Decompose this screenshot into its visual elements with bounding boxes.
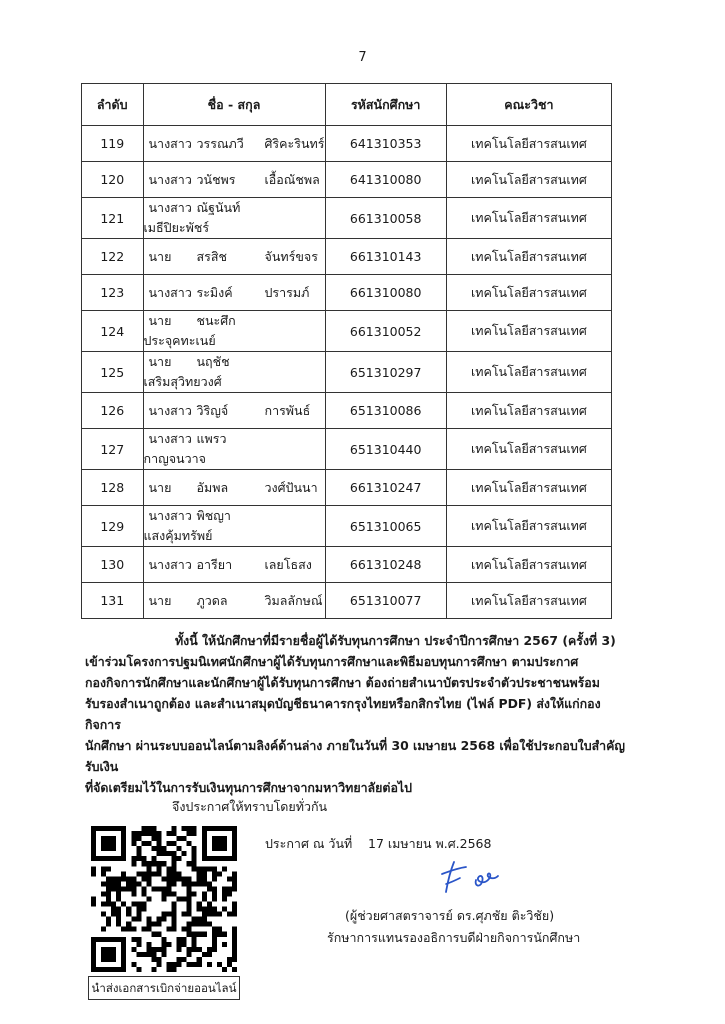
row-first-name: ชนะศึก <box>196 313 236 328</box>
row-faculty: เทคโนโลยีสารสนเทศ <box>446 583 611 619</box>
row-title: นาย <box>148 354 172 369</box>
row-faculty: เทคโนโลยีสารสนเทศ <box>446 429 611 470</box>
row-student-id: 641310080 <box>325 162 446 198</box>
row-no: 124 <box>82 311 144 352</box>
table-row <box>82 275 612 311</box>
table-row <box>82 126 612 162</box>
page-number: 7 <box>358 50 367 65</box>
table-row <box>82 352 612 393</box>
row-no: 130 <box>82 547 144 583</box>
row-first-name: อารียา <box>196 556 233 572</box>
row-title: นางสาว <box>148 200 192 215</box>
table-row <box>82 198 612 239</box>
table-row <box>82 547 612 583</box>
row-student-id: 651310086 <box>325 393 446 429</box>
table-header-row <box>82 84 612 126</box>
row-name <box>143 506 325 547</box>
row-title: นางสาว <box>148 431 192 446</box>
row-no: 126 <box>82 393 144 429</box>
body-line: ทั้งนี้ ให้นักศึกษาที่มีรายชื่อผู้ได้รับทุนการศึกษา ประจำปีการศึกษา 2567 (ครั้งที่ 3) <box>175 633 616 648</box>
body-line: รับรองสำเนาถูกต้อง และสำเนาสมุดบัญชีธนาคารกรุงไทยหรือกสิกรไทย (ไฟล์ PDF) ส่งให้แก่กองกิจการ <box>85 696 601 732</box>
row-last-name: เสริมสุวิทยวงศ์ <box>143 374 222 389</box>
row-no: 128 <box>82 470 144 506</box>
row-name <box>143 311 325 352</box>
announcement-body <box>85 630 625 798</box>
row-last-name: ประจุคทะเนย์ <box>143 333 216 348</box>
row-last-name: ปรารมภ์ <box>264 284 310 300</box>
row-no: 121 <box>82 198 144 239</box>
row-first-name: ณัฐนันท์ <box>196 200 241 215</box>
row-title: นางสาว <box>148 284 192 300</box>
table-row <box>82 583 612 619</box>
row-name <box>143 429 325 470</box>
body-line: เข้าร่วมโครงการปฐมนิเทศนักศึกษาผู้ได้รับทุนการศึกษาและพิธีมอบทุนการศึกษา ตามประกาศ <box>85 654 579 669</box>
announce-date: 17 เมษายน พ.ศ.2568 <box>368 836 492 851</box>
signature-image <box>440 858 510 902</box>
row-student-id: 661310080 <box>325 275 446 311</box>
row-faculty: เทคโนโลยีสารสนเทศ <box>446 126 611 162</box>
row-title: นางสาว <box>148 508 192 523</box>
row-faculty: เทคโนโลยีสารสนเทศ <box>446 198 611 239</box>
header-student-id: รหัสนักศึกษา <box>325 84 446 126</box>
table-row <box>82 311 612 352</box>
row-name <box>143 198 325 239</box>
row-first-name: พิชญา <box>196 508 231 523</box>
row-no: 120 <box>82 162 144 198</box>
row-faculty: เทคโนโลยีสารสนเทศ <box>446 162 611 198</box>
row-last-name: เอื้อณัชพล <box>264 171 320 187</box>
header-no: ลำดับ <box>82 84 144 126</box>
row-title: นางสาว <box>148 556 192 572</box>
row-first-name: วรรณภวี <box>196 135 244 151</box>
table-row <box>82 506 612 547</box>
row-first-name: อัมพล <box>196 479 229 495</box>
row-first-name: สรสิช <box>196 248 227 264</box>
row-title: นางสาว <box>148 402 192 418</box>
row-last-name: วงศ์ปันนา <box>264 479 318 495</box>
row-faculty: เทคโนโลยีสารสนเทศ <box>446 470 611 506</box>
row-name <box>143 352 325 393</box>
header-name: ชื่อ - สกุล <box>143 84 325 126</box>
row-name <box>143 239 325 275</box>
body-line: นักศึกษา ผ่านระบบออนไลน์ตามลิงค์ด้านล่าง ภายในวันที่ 30 เมษายน 2568 เพื่อใช้ประกอบใบสำคัญรับเงิน <box>85 738 625 774</box>
row-faculty: เทคโนโลยีสารสนเทศ <box>446 393 611 429</box>
row-faculty: เทคโนโลยีสารสนเทศ <box>446 311 611 352</box>
row-no: 131 <box>82 583 144 619</box>
row-name <box>143 275 325 311</box>
table-row <box>82 162 612 198</box>
row-title: นาย <box>148 479 172 495</box>
row-last-name: การพันธ์ <box>264 402 311 418</box>
scholarship-table <box>81 83 612 619</box>
row-student-id: 641310353 <box>325 126 446 162</box>
row-last-name: เมธีปิยะพัชร์ <box>143 220 210 235</box>
qr-code[interactable] <box>91 826 237 972</box>
table-row <box>82 470 612 506</box>
row-first-name: นฤชัช <box>196 354 230 369</box>
row-no: 122 <box>82 239 144 275</box>
row-last-name: แสงคุ้มทรัพย์ <box>143 528 213 543</box>
row-name <box>143 583 325 619</box>
row-title: นาย <box>148 248 172 264</box>
row-no: 129 <box>82 506 144 547</box>
table-row <box>82 239 612 275</box>
row-faculty: เทคโนโลยีสารสนเทศ <box>446 275 611 311</box>
row-name <box>143 162 325 198</box>
row-last-name: ศิริคะรินทร์ <box>264 135 325 151</box>
signer-name: (ผู้ช่วยศาสตราจารย์ ดร.ศุภชัย ติะวิชัย) <box>345 908 555 923</box>
qr-caption: นำส่งเอกสารเบิกจ่ายออนไลน์ <box>88 976 240 1000</box>
row-faculty: เทคโนโลยีสารสนเทศ <box>446 352 611 393</box>
announce-date-line <box>265 834 491 854</box>
row-student-id: 661310248 <box>325 547 446 583</box>
row-no: 125 <box>82 352 144 393</box>
row-name <box>143 393 325 429</box>
row-first-name: วิริญจ์ <box>196 402 229 418</box>
row-student-id: 661310052 <box>325 311 446 352</box>
row-student-id: 661310247 <box>325 470 446 506</box>
row-no: 127 <box>82 429 144 470</box>
row-title: นาย <box>148 313 172 328</box>
row-student-id: 651310065 <box>325 506 446 547</box>
row-student-id: 661310143 <box>325 239 446 275</box>
row-faculty: เทคโนโลยีสารสนเทศ <box>446 506 611 547</box>
row-title: นาย <box>148 592 172 608</box>
row-student-id: 651310077 <box>325 583 446 619</box>
row-last-name: เลยโธสง <box>264 556 312 572</box>
row-faculty: เทคโนโลยีสารสนเทศ <box>446 547 611 583</box>
row-first-name: วนัชพร <box>196 171 236 187</box>
table-body <box>82 126 612 619</box>
table-row <box>82 429 612 470</box>
row-last-name: จันทร์ขจร <box>264 248 318 264</box>
row-last-name: กาญจนวาจ <box>143 451 206 466</box>
header-faculty: คณะวิชา <box>446 84 611 126</box>
row-first-name: แพรว <box>196 431 227 446</box>
body-line: กองกิจการนักศึกษาและนักศึกษาผู้ได้รับทุนการศึกษา ต้องถ่ายสำเนาบัตรประจำตัวประชาชนพร้อม <box>85 675 600 690</box>
announce-label: ประกาศ ณ วันที่ <box>265 836 353 851</box>
row-no: 123 <box>82 275 144 311</box>
row-faculty: เทคโนโลยีสารสนเทศ <box>446 239 611 275</box>
row-student-id: 651310440 <box>325 429 446 470</box>
row-first-name: ภูวดล <box>196 592 228 608</box>
signer-role: รักษาการแทนรองอธิการบดีฝ่ายกิจการนักศึกษา <box>327 930 581 945</box>
notice-text: จึงประกาศให้ทราบโดยทั่วกัน <box>172 799 328 814</box>
row-name <box>143 547 325 583</box>
row-no: 119 <box>82 126 144 162</box>
body-line: ที่จัดเตรียมไว้ในการรับเงินทุนการศึกษาจากมหาวิทยาลัยต่อไป <box>85 780 412 795</box>
row-title: นางสาว <box>148 171 192 187</box>
row-title: นางสาว <box>148 135 192 151</box>
row-name <box>143 470 325 506</box>
row-name <box>143 126 325 162</box>
row-student-id: 651310297 <box>325 352 446 393</box>
row-last-name: วิมลลักษณ์ <box>264 592 323 608</box>
row-first-name: ระมิงค์ <box>196 284 233 300</box>
table-row <box>82 393 612 429</box>
row-student-id: 661310058 <box>325 198 446 239</box>
